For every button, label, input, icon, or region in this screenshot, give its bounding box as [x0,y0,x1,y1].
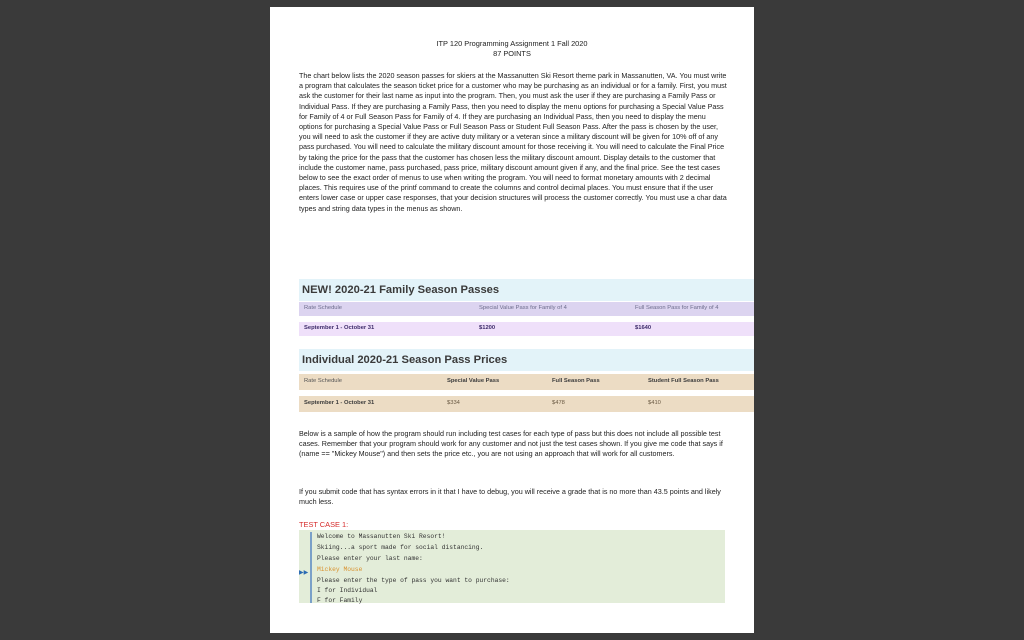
console-output [299,530,725,603]
syntax-paragraph: If you submit code that has syntax errors in it that I have to debug, you will receive a grade that is no more than 43.5 points and likely much less. [299,487,721,507]
individual-table-row [299,396,754,412]
individual-table-title-text: Individual 2020-21 Season Pass Prices [302,354,508,366]
family-row-dates: September 1 - October 31 [304,325,375,331]
console-gutter-bar [310,532,312,603]
console-line: F for Family [317,597,363,604]
family-table-row [299,322,754,336]
individual-row-special-price: $334 [447,400,460,406]
sample-paragraph: Below is a sample of how the program should run including test cases for each type of pass but this does not include all possible test cases. Remember that your program should work for any customer and not just the test cases shown. If you give me code that says if (name == "Mickey Mouse") and then sets the price etc., you are not using an approach that will work for all customers. [299,429,723,459]
console-line: Please enter the type of pass you want to purchase: [317,577,510,584]
console-line: I for Individual [317,587,378,594]
family-header-special: Special Value Pass for Family of 4 [479,305,567,311]
individual-row-dates: September 1 - October 31 [304,400,375,406]
family-row-full-price: $1640 [635,325,652,331]
individual-header-rate: Rate Schedule [304,378,343,384]
individual-header-student: Student Full Season Pass [648,378,719,384]
individual-row-full-price: $478 [552,400,565,406]
family-row-special-price: $1200 [479,325,496,331]
family-header-full: Full Season Pass for Family of 4 [635,305,719,311]
console-line: Skiing...a sport made for social distancing. [317,544,484,551]
individual-table-title [299,349,754,371]
assignment-title: ITP 120 Programming Assignment 1 Fall 2020 [436,39,588,48]
individual-header-full: Full Season Pass [552,378,600,384]
family-table-title-text: NEW! 2020-21 Family Season Passes [302,284,500,296]
intro-paragraph: The chart below lists the 2020 season passes for skiers at the Massanutten Ski Resort theme park in Massanutten, VA. You must write a program that calculates the season ticket price for a customer who may be purchasing as an individual or for a family. First, you must ask the customer for their last name as input into the program. Then, you must ask the user if they are purchasing a Family Pass or Individual Pass. If they are purchasing a Family Pass, then you need to display the menu options for purchasing a Special Value Pass for Family of 4 or Full Season Pass for Family of 4. If they are purchasing an Individual Pass, then you need to display the menu options for purchasing a Special Value Pass or Full Season Pass or Student Full Season Pass. After the pass is chosen by the user, you will need to ask the customer if they are active duty military or a veteran since a military discount will be given for 10% off of any pass purchased. You will need to calculate the military discount amount for those receiving it. You will need to calculate the Final Price by taking the price for the pass that the customer has chosen less the military discount amount. Display details to the customer that include the customer name, pass purchased, pass price, military discount amount given if any, and the final price. See the test cases below to see the exact order of menus to use when writing the program. You will need to format monetary amounts with 2 decimal places. This requires use of the printf command to create the columns and control decimal places. You must ensure that if the user enters lower case or upper case responses, that your decision structures will process the customer correctly. You must use a char data types and string data types in the menus as shown. [299,71,727,213]
console-line: Please enter your last name: [317,555,423,562]
input-arrow-icon: ▶▶ [299,570,309,576]
family-table-header-row [299,302,754,316]
individual-header-special: Special Value Pass [447,378,500,384]
console-input-line: Mickey Mouse [317,566,363,573]
document-page [270,7,754,633]
family-table-title [299,279,754,301]
points-label: 87 POINTS [493,49,531,58]
console-line: Welcome to Massanutten Ski Resort! [317,533,446,540]
test-case-label: TEST CASE 1: [299,520,349,529]
individual-table-header-row [299,374,754,390]
family-header-rate: Rate Schedule [304,305,343,311]
individual-row-student-price: $410 [648,400,661,406]
